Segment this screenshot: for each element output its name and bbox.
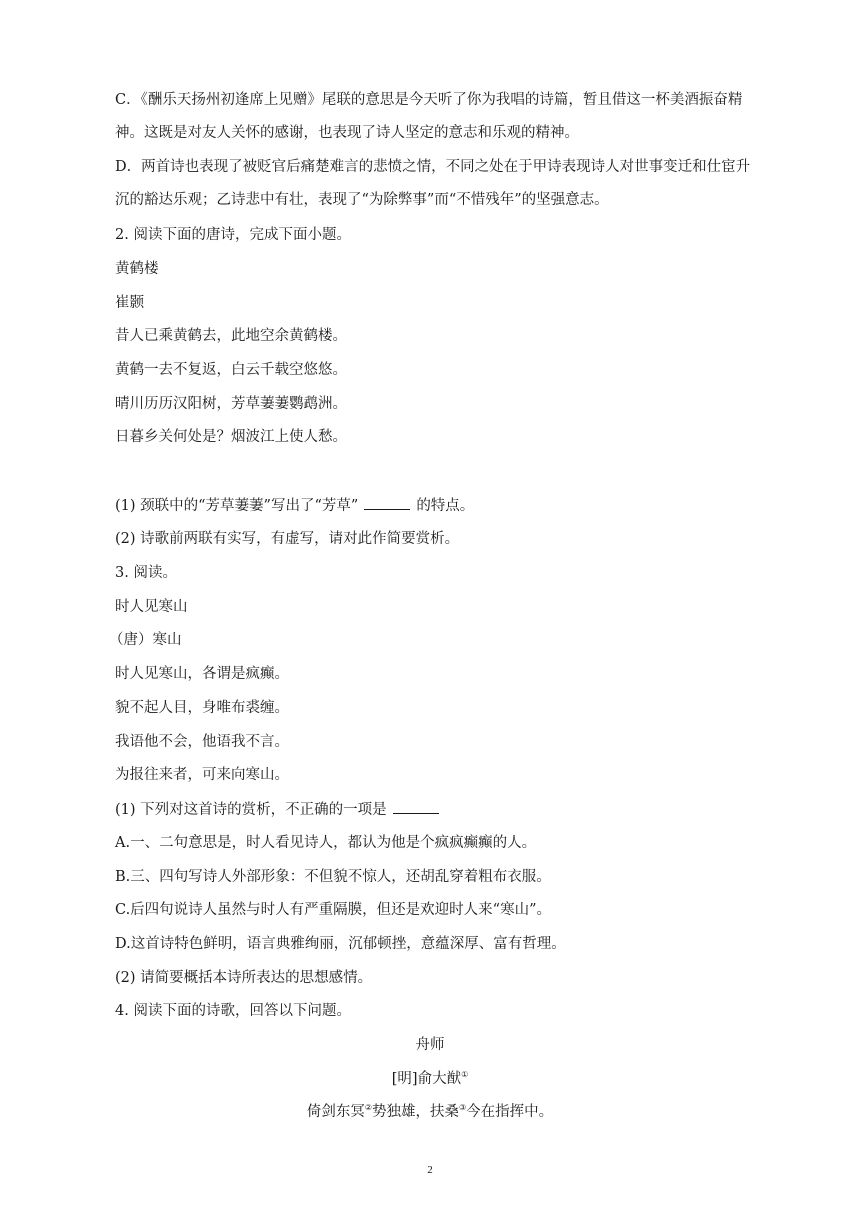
q1-option-d-line1: D．两首诗也表现了被贬官后痛楚难言的悲愤之情，不同之处在于甲诗表现诗人对世事变迁和仕宦升 (115, 159, 751, 175)
q3-subquestion-1 (115, 799, 445, 820)
q4-poem-line-1 (0, 1102, 860, 1122)
q3-poem-line: 貌不起人目，身唯布裘缠。 (115, 700, 289, 716)
q4-poem-title: 舟师 (415, 1037, 445, 1053)
q3-sub1-text: (1) 下列对这首诗的赏析，不正确的一项是 (115, 802, 387, 818)
q3-poem-title: 时人见寒山 (115, 599, 188, 615)
page-number: 2 (427, 1164, 433, 1176)
footnote-marker: ③ (459, 1103, 467, 1112)
answer-blank[interactable] (364, 495, 410, 510)
q4-line-segment: 势独雄，扶桑 (372, 1104, 459, 1120)
q2-poem-line: 晴川历历汉阳树，芳草萋萋鹦鹉洲。 (115, 396, 347, 412)
q2-subquestion-1 (115, 495, 474, 516)
q2-sub1-text-after: 的特点。 (416, 498, 475, 514)
footnote-marker: ① (461, 1070, 469, 1079)
q2-sub1-text-before: (1) 颈联中的“芳草萋萋”写出了“芳草” (115, 498, 359, 514)
q1-option-c-line1: C．《酬乐天扬州初逢席上见赠》尾联的意思是今天听了你为我唱的诗篇，暂且借这一杯美酒振奋精 (115, 92, 743, 108)
q2-poem-line: 日暮乡关何处是？烟波江上使人愁。 (115, 429, 347, 445)
q2-poem-line: 昔人已乘黄鹤去，此地空余黄鹤楼。 (115, 328, 347, 344)
q3-option-c: C.后四句说诗人虽然与时人有严重隔膜，但还是欢迎时人来“寒山”。 (115, 902, 552, 918)
q3-option-b: B.三、四句写诗人外部形象：不但貌不惊人，还胡乱穿着粗布衣服。 (115, 869, 551, 885)
q2-poem-author: 崔颢 (115, 295, 144, 311)
q2-poem-line: 黄鹤一去不复返，白云千载空悠悠。 (115, 362, 347, 378)
answer-blank[interactable] (393, 799, 439, 814)
q4-author-text: [明]俞大猷 (391, 1071, 462, 1087)
q3-poem-line: 我语他不会，他语我不言。 (115, 734, 289, 750)
q3-poem-author: （唐）寒山 (109, 632, 182, 648)
q3-poem-line: 时人见寒山，各谓是疯癫。 (115, 666, 289, 682)
q2-subquestion-2: (2) 诗歌前两联有实写，有虚写，请对此作简要赏析。 (115, 531, 460, 547)
q2-poem-title: 黄鹤楼 (115, 261, 159, 277)
q3-subquestion-2: (2) 请简要概括本诗所表达的思想感情。 (115, 970, 373, 986)
q3-option-a: A.一、二句意思是，时人看见诗人，都认为他是个疯疯癫癫的人。 (115, 835, 537, 851)
q4-intro: 4. 阅读下面的诗歌，回答以下问题。 (115, 1003, 351, 1019)
q1-option-c-line2: 神。这既是对友人关怀的感谢，也表现了诗人坚定的意志和乐观的精神。 (115, 125, 579, 141)
q4-line-segment: 今在指挥中。 (466, 1104, 554, 1120)
q2-intro: 2. 阅读下面的唐诗，完成下面小题。 (115, 227, 351, 243)
q4-poem-author (0, 1069, 860, 1089)
q3-poem-line: 为报往来者，可来向寒山。 (115, 767, 289, 783)
footnote-marker: ② (364, 1103, 372, 1112)
q4-line-segment: 倚剑东冥 (306, 1104, 365, 1120)
q1-option-d-line2: 沉的豁达乐观；乙诗悲中有壮，表现了“为除弊事”而“不惜残年”的坚强意志。 (115, 192, 609, 208)
q3-option-d: D.这首诗特色鲜明，语言典雅绚丽，沉郁顿挫，意蕴深厚、富有哲理。 (115, 936, 566, 952)
q3-intro: 3. 阅读。 (115, 565, 177, 581)
